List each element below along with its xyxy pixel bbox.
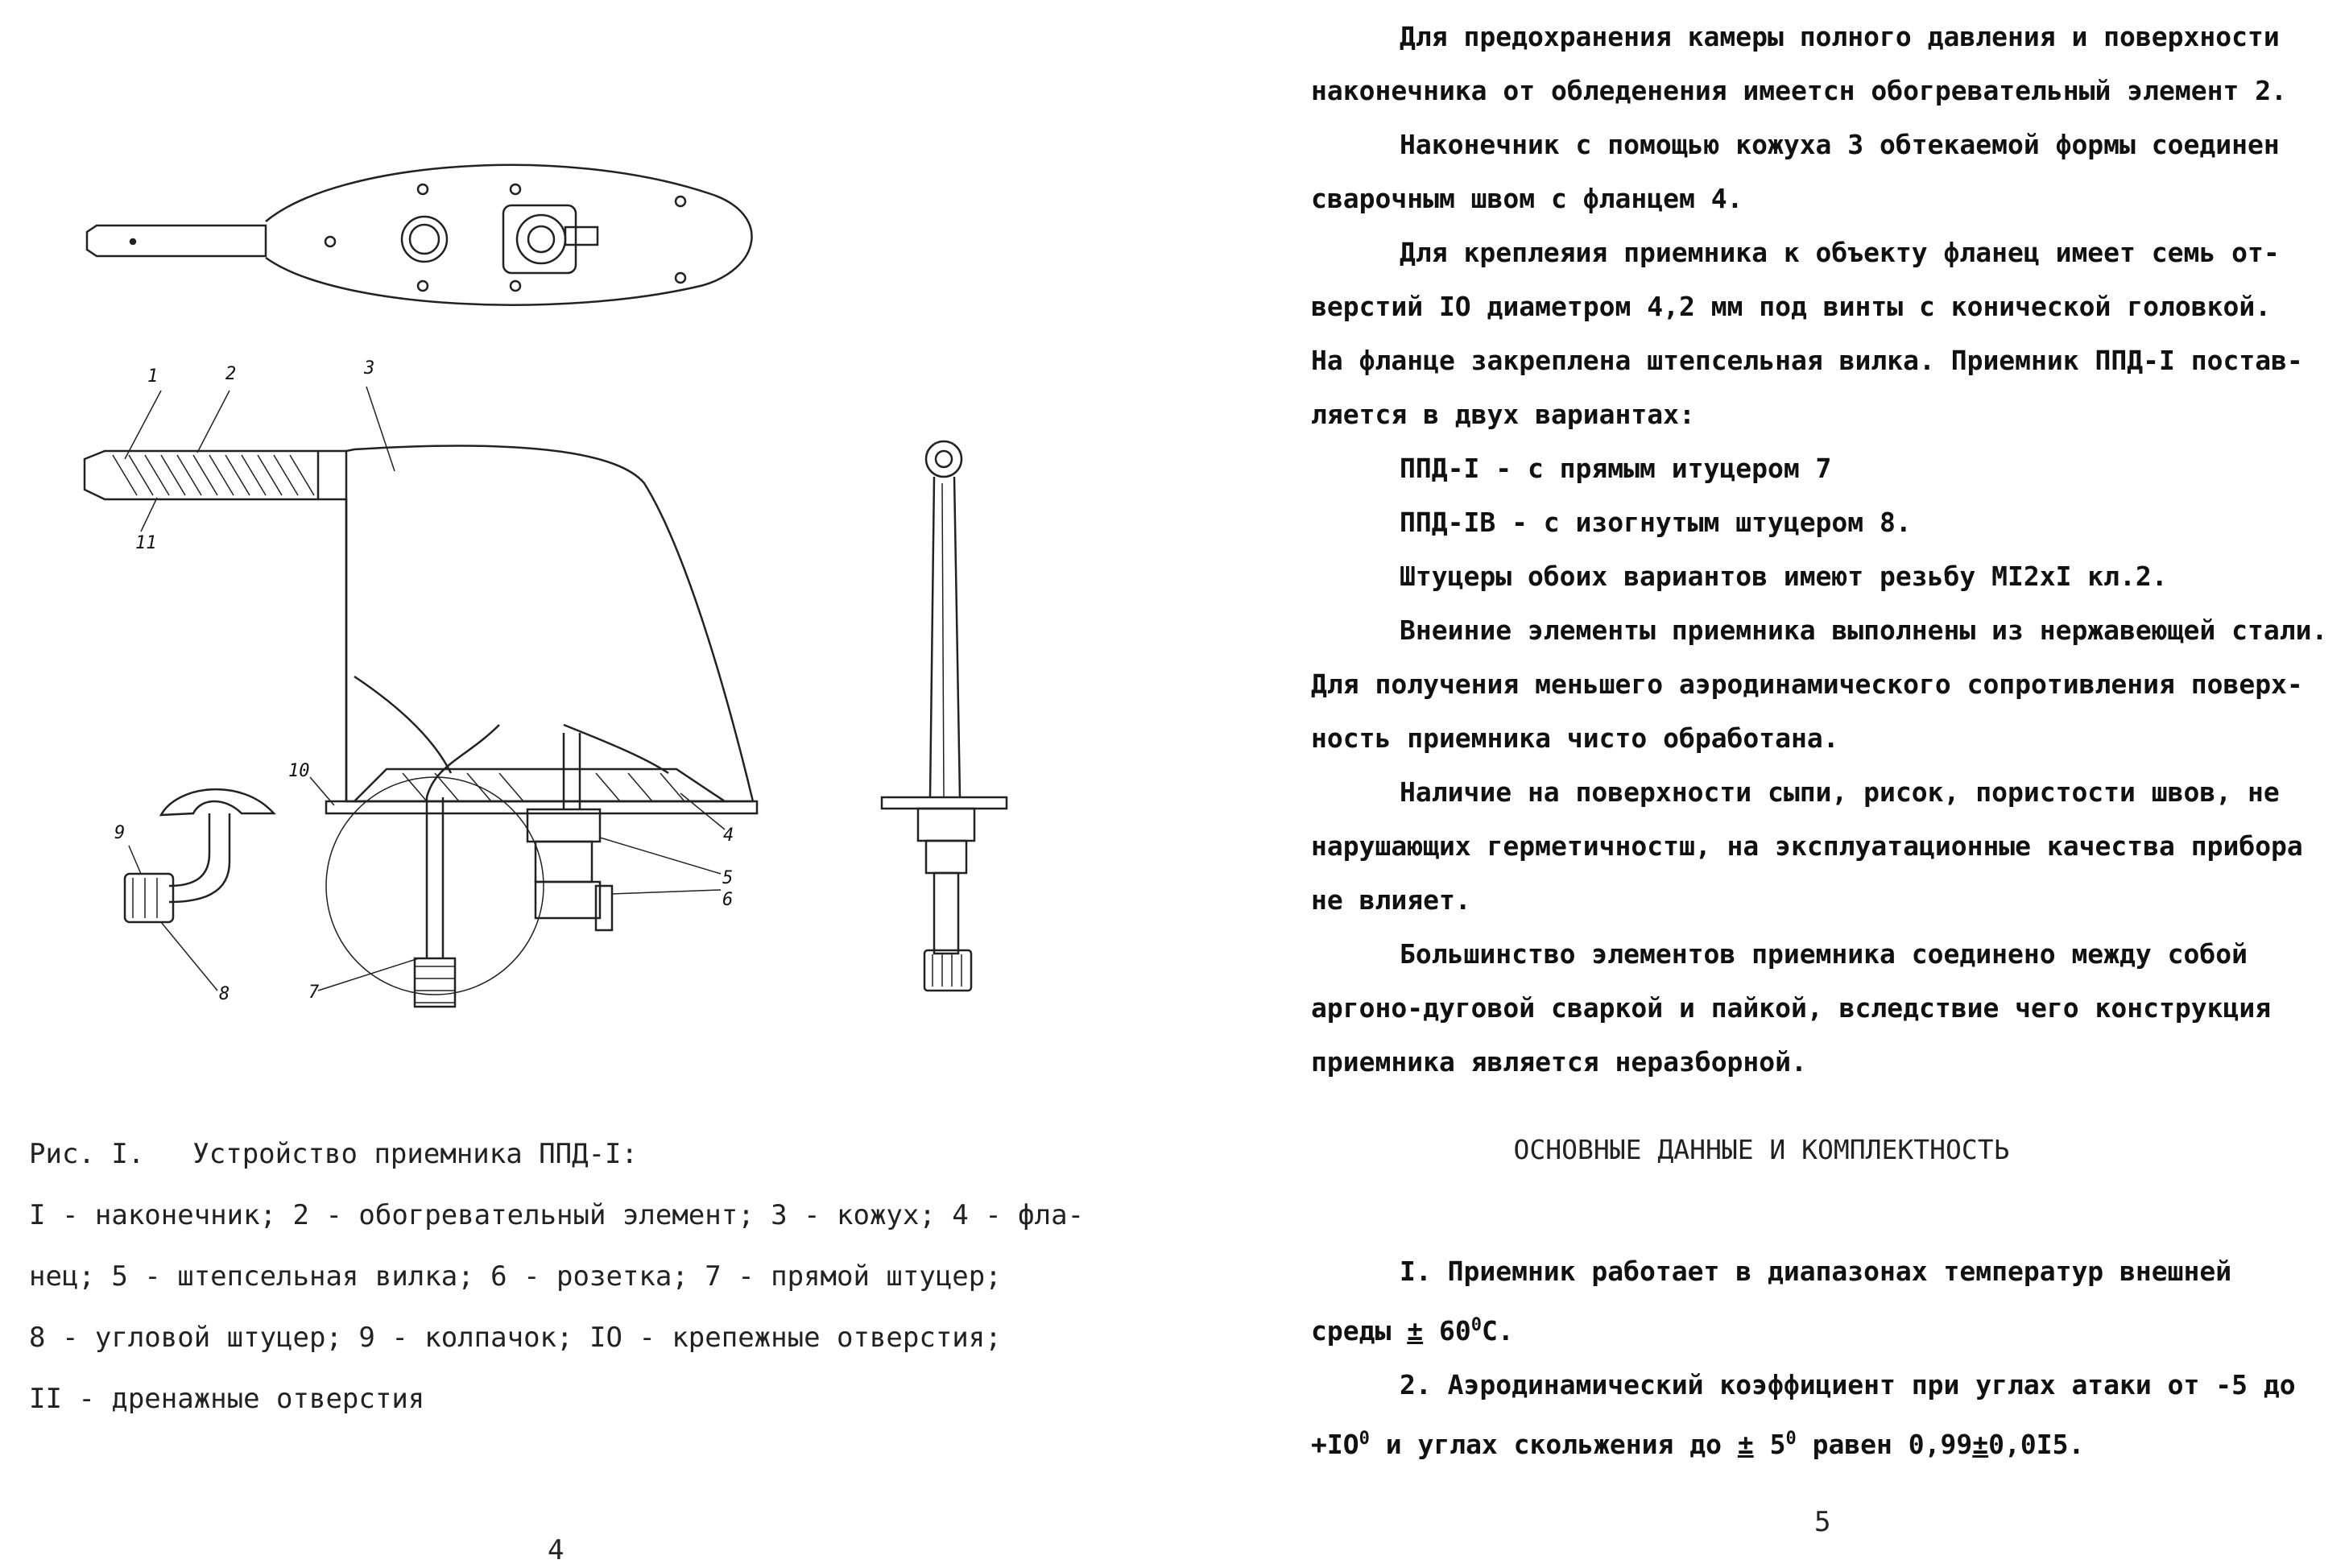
item2-degree-1: 0 xyxy=(1359,1429,1370,1449)
front-view xyxy=(882,441,1007,991)
paragraph-line: Наличие на поверхности сыпи, рисок, пористости швов, не xyxy=(1400,776,2280,808)
figure-label-8: 8 xyxy=(219,984,230,1004)
caption-figure-number: Рис. I. xyxy=(29,1138,145,1170)
receiver-drawing xyxy=(0,0,1174,1079)
item2-plusminus-2: ± xyxy=(1972,1429,1989,1460)
item2-degree-2: 0 xyxy=(1785,1429,1797,1449)
paragraph-line: нарушающих герметичностш, на эксплуатационные качества прибора xyxy=(1311,830,2303,862)
figure-label-3: 3 xyxy=(364,358,375,379)
item2-part-1: +IO xyxy=(1311,1429,1359,1460)
paragraph-line: Для предохранения камеры полного давления и поверхности xyxy=(1400,21,2280,52)
data-item-2-line-2 xyxy=(1311,1412,2334,1471)
figure-label-6: 6 xyxy=(722,890,734,910)
figure-caption xyxy=(29,1123,1140,1429)
paragraph-line: Для получения меньшего аэродинамического сопротивления поверх- xyxy=(1311,668,2303,700)
item2-part-5: 0,0I5. xyxy=(1988,1429,2085,1460)
item1-value: 60 xyxy=(1423,1315,1471,1347)
data-items xyxy=(1311,1244,2334,1471)
paragraph-line: Для креплеяия приемника к объекту фланец имеет семь от- xyxy=(1400,237,2280,268)
item1-plusminus: ± xyxy=(1407,1315,1424,1347)
right-page xyxy=(1174,0,2349,1568)
figure-label-10: 10 xyxy=(288,761,310,781)
paragraph-line: Наконечник с помощью кожуха 3 обтекаемой формы соединен xyxy=(1400,129,2280,160)
caption-line-4: II - дренажные отверстия xyxy=(29,1383,425,1415)
paragraph-line: приемника является неразборной. xyxy=(1311,1046,1807,1078)
angled-fitting xyxy=(125,789,274,922)
paragraph-line: ляется в двух вариантах: xyxy=(1311,399,1695,430)
leader-lines xyxy=(125,387,725,991)
paragraph-line: ППД-IВ - с изогнутым штуцером 8. xyxy=(1400,507,1912,538)
page-number-left: 4 xyxy=(548,1534,565,1566)
paragraph-line: сварочным швом с фланцем 4. xyxy=(1311,183,1743,214)
figure-label-5: 5 xyxy=(722,868,734,888)
body-text xyxy=(1311,10,2334,1089)
caption-line-2: нец; 5 - штепсельная вилка; 6 - розетка; 7 - прямой штуцер; xyxy=(29,1260,1002,1293)
item2-plusminus: ± xyxy=(1737,1429,1754,1460)
figure-label-9: 9 xyxy=(114,823,126,843)
paragraph-line: не влияет. xyxy=(1311,884,1471,916)
caption-title xyxy=(29,1123,1140,1185)
figure-label-1: 1 xyxy=(147,366,159,387)
page-number-right: 5 xyxy=(1814,1506,1831,1538)
paragraph-line: наконечника от обледенения имеетсн обогревательный элемент 2. xyxy=(1311,75,2287,106)
data-item-1-line-2 xyxy=(1311,1298,2334,1358)
top-view xyxy=(87,165,752,305)
caption-line-1: I - наконечник; 2 - обогревательный элемент; 3 - кожух; 4 - фла- xyxy=(29,1199,1085,1231)
figure-label-2: 2 xyxy=(225,364,237,384)
paragraph-line: ность приемника чисто обработана. xyxy=(1311,722,1839,754)
item2-part-4: равен 0,99 xyxy=(1796,1429,1973,1460)
item2-part-2: и углах скольжения до xyxy=(1369,1429,1738,1460)
figure-label-7: 7 xyxy=(308,983,320,1003)
data-item-1-line-1: I. Приемник работает в диапазонах температур внешней xyxy=(1400,1256,2232,1287)
paragraph-line: Внеиние элементы приемника выполнены из нержавеющей стали. xyxy=(1400,614,2328,646)
caption-figure-title: Устройство приемника ППД-I: xyxy=(192,1138,638,1170)
item2-part-3: 5 xyxy=(1753,1429,1786,1460)
section-heading: ОСНОВНЫЕ ДАННЫЕ И КОМПЛЕКТНОСТЬ xyxy=(1513,1134,2010,1165)
figure-label-4: 4 xyxy=(723,825,734,846)
paragraph-line: аргоно-дуговой сваркой и пайкой, вследствие чего конструкция xyxy=(1311,992,2272,1024)
item1-unit: С. xyxy=(1481,1315,1514,1347)
side-view xyxy=(85,446,757,1007)
paragraph-line: Большинство элементов приемника соединено между собой xyxy=(1400,938,2248,970)
figure-label-11: 11 xyxy=(135,533,157,553)
caption-line-3: 8 - угловой штуцер; 9 - колпачок; IO - крепежные отверстия; xyxy=(29,1322,1002,1354)
paragraph-line: На фланце закреплена штепсельная вилка. Приемник ППД-I постав- xyxy=(1311,345,2303,376)
data-item-2-line-1: 2. Аэродинамический коэффициент при углах атаки от -5 до xyxy=(1400,1369,2296,1400)
item1-pre: среды xyxy=(1311,1315,1408,1347)
paragraph-line: ППД-I - с прямым итуцером 7 xyxy=(1400,453,1832,484)
paragraph-line: верстий IO диаметром 4,2 мм под винты с конической головкой. xyxy=(1311,291,2272,322)
item1-degree: 0 xyxy=(1470,1315,1482,1335)
paragraph-line: Штуцеры обоих вариантов имеют резьбу МI2хI кл.2. xyxy=(1400,561,2168,592)
left-page xyxy=(0,0,1174,1568)
